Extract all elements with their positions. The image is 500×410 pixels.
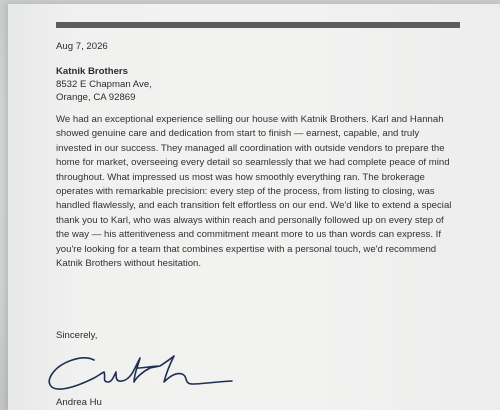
handwritten-signature [42,352,242,394]
letter-date: Aug 7, 2026 [56,41,108,52]
recipient-name: Katnik Brothers [56,66,128,77]
recipient-street: 8532 E Chapman Ave, [56,79,152,90]
signer-name: Andrea Hu [56,397,102,408]
header-rule [56,22,460,28]
recipient-address [56,65,456,104]
letter-body: We had an exceptional experience selling our house with Katnik Brothers. Karl and Hannah showed genuine care and dedication from start to finish — earnest, capable, and truly invested in our success. They managed all coordination with outside vendors to prepare the home for market, overseeing every detail so seamlessly that we had complete peace of mind throughout. What impressed us most was how smoothly everything ran. The brokerage operates with remarkable precision: every step of the process, from listing to closing, was handled flawlessly, and each transition felt effortless on our end. We'd like to extend a special thank you to Karl, who was always within reach and personally followed up on every step of the way — his attentiveness and commitment meant more to us than words can express. If you're looking for a team that combines expertise with a personal touch, we'd recommend Katnik Brothers without hesitation. [56,114,452,270]
recipient-city: Orange, CA 92869 [56,92,136,103]
letter-closing: Sincerely, [56,330,98,341]
